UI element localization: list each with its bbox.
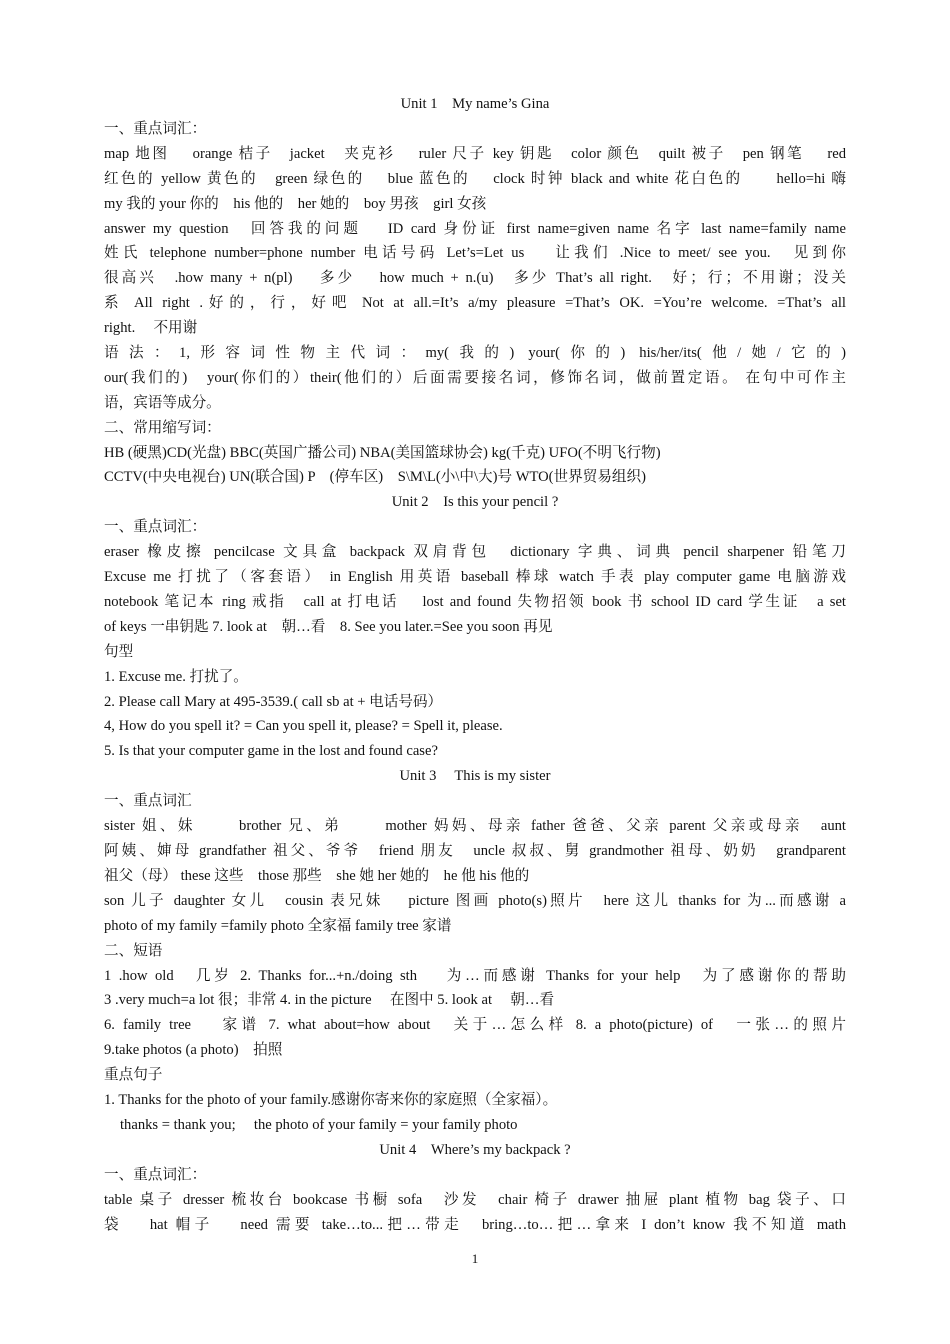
text-line: table 桌子 dresser 梳妆台 bookcase 书橱 sofa 沙发 chair 椅子 drawer 抽屉 plant 植物 bag 袋子、口	[104, 1191, 846, 1208]
phrase-line: 9.take photos (a photo) 拍照	[104, 1042, 283, 1059]
sentence-line: 4, How do you spell it? = Can you spell it, please? = Spell it, please.	[104, 718, 503, 735]
text-line: 阿姨、婶母 grandfather 祖父、爷爷 friend 朋友 uncle 叔叔、舅 grandmother 祖母、奶奶 grandparent	[104, 843, 846, 859]
text-line: of keys 一串钥匙 7. look at 朝…看 8. See you later.=See you soon 再见	[104, 618, 553, 635]
text-line: 祖父（母） these 这些 those 那些 she 她 her 她的 he 他 his 他的	[104, 867, 530, 884]
text-line: answer my question 回答我的问题 ID card 身份证 first name=given name 名字 last name=family name	[104, 220, 846, 237]
sentence-line: thanks = thank you; the photo of your family = your family photo	[120, 1116, 518, 1133]
text-line: CCTV(中央电视台) UN(联合国) P (停车区) S\M\L(小\中\大)号 WTO(世界贸易组织)	[104, 469, 646, 486]
text-line: 姓氏 telephone number=phone number 电话号码 Let’s=Let us 让我们 .Nice to meet/ see you. 见到你	[104, 245, 846, 262]
section-heading: 一、重点词汇：	[104, 1166, 207, 1183]
phrase-line: 6. family tree 家谱 7. what about=how about 关于…怎么样 8. a photo(picture) of 一张…的照片	[104, 1017, 846, 1034]
text-line: 系 All right .好的，行，好吧 Not at all.=It’s a/my pleasure =That’s OK. =You’re welcome. =That’s all	[104, 295, 846, 312]
text-line: Excuse me 打扰了（客套语） in English 用英语 baseball 棒球 watch 手表 play computer game 电脑游戏	[104, 569, 846, 586]
document-body	[104, 92, 846, 1237]
grammar-line: 语，宾语等成分。	[104, 394, 221, 411]
section-heading: 一、重点词汇：	[104, 519, 207, 536]
unit-3-title: Unit 3 This is my sister	[399, 768, 551, 785]
text-line: HB (硬黑)CD(光盘) BBC(英国广播公司) NBA(美国篮球协会) kg(千克) UFO(不明飞行物)	[104, 444, 661, 461]
text-line: 红色的 yellow 黄色的 green 绿色的 blue 蓝色的 clock 时钟 black and white 花白色的 hello=hi 嗨	[104, 170, 846, 187]
sentence-line: 1. Excuse me. 打扰了。	[104, 668, 248, 685]
unit-1-title: Unit 1 My name’s Gina	[400, 96, 550, 112]
text-line: 很高兴 .how many + n(pl) 多少 how much + n.(u) 多少 That’s all right. 好；行；不用谢；没关	[104, 270, 846, 287]
phrase-line: 3 .very much=a lot 很；非常 4. in the picture 在图中 5. look at 朝…看	[104, 992, 555, 1009]
text-line: son 儿子 daughter 女儿 cousin 表兄妹 picture 图画 photo(s)照片 here 这儿 thanks for 为...而感谢 a	[104, 892, 846, 909]
text-line: map 地图 orange 桔子 jacket 夹克衫 ruler 尺子 key 钥匙 color 颜色 quilt 被子 pen 钢笔 red	[104, 145, 846, 162]
section-heading: 二、常用缩写词：	[104, 419, 221, 436]
page-number: 1	[471, 1251, 479, 1266]
unit-2-title: Unit 2 Is this your pencil ?	[391, 494, 559, 511]
unit-4-title: Unit 4 Where’s my backpack ?	[379, 1141, 571, 1158]
section-heading: 一、重点词汇：	[104, 120, 207, 137]
sentence-line: 1. Thanks for the photo of your family.感谢你寄来你的家庭照（全家福）。	[104, 1092, 558, 1108]
grammar-line: our(我们的) your(你们的）their(他们的）后面需要接名词，修饰名词，做前置定语。 在句中可作主	[104, 369, 846, 386]
text-line: eraser 橡皮擦 pencilcase 文具盒 backpack 双肩背包 dictionary 字典、词典 pencil sharpener 铅笔刀	[104, 544, 846, 561]
text-line: photo of my family =family photo 全家福 family tree 家谱	[104, 917, 452, 934]
text-line: right. 不用谢	[104, 320, 198, 337]
sentence-line: 2. Please call Mary at 495-3539.( call sb at + 电话号码）	[104, 693, 443, 710]
section-heading: 一、重点词汇	[104, 793, 192, 810]
text-line: my 我的 your 你的 his 他的 her 她的 boy 男孩 girl 女孩	[104, 195, 487, 212]
phrase-line: 1 .how old 几岁 2. Thanks for...+n./doing sth 为…而感谢 Thanks for your help 为了感谢你的帮助	[104, 967, 846, 984]
text-line: notebook 笔记本 ring 戒指 call at 打电话 lost and found 失物招领 book 书 school ID card 学生证 a set	[104, 593, 846, 610]
section-heading: 二、短语	[104, 942, 163, 959]
grammar-line: 语法：1,形容词性物主代词：my(我的) your(你的) his/her/its(他/她/它的)	[104, 344, 846, 361]
section-heading: 句型	[104, 643, 134, 660]
text-line: 袋 hat 帽子 need 需要 take…to...把…带走 bring…to…把…拿来 I don’t know 我不知道 math	[104, 1216, 846, 1233]
sentence-line: 5. Is that your computer game in the lost and found case?	[104, 743, 438, 760]
text-line: sister 姐、妹 brother 兄、弟 mother 妈妈、母亲 father 爸爸、父亲 parent 父亲或母亲 aunt	[104, 818, 846, 835]
section-heading: 重点句子	[104, 1067, 163, 1084]
